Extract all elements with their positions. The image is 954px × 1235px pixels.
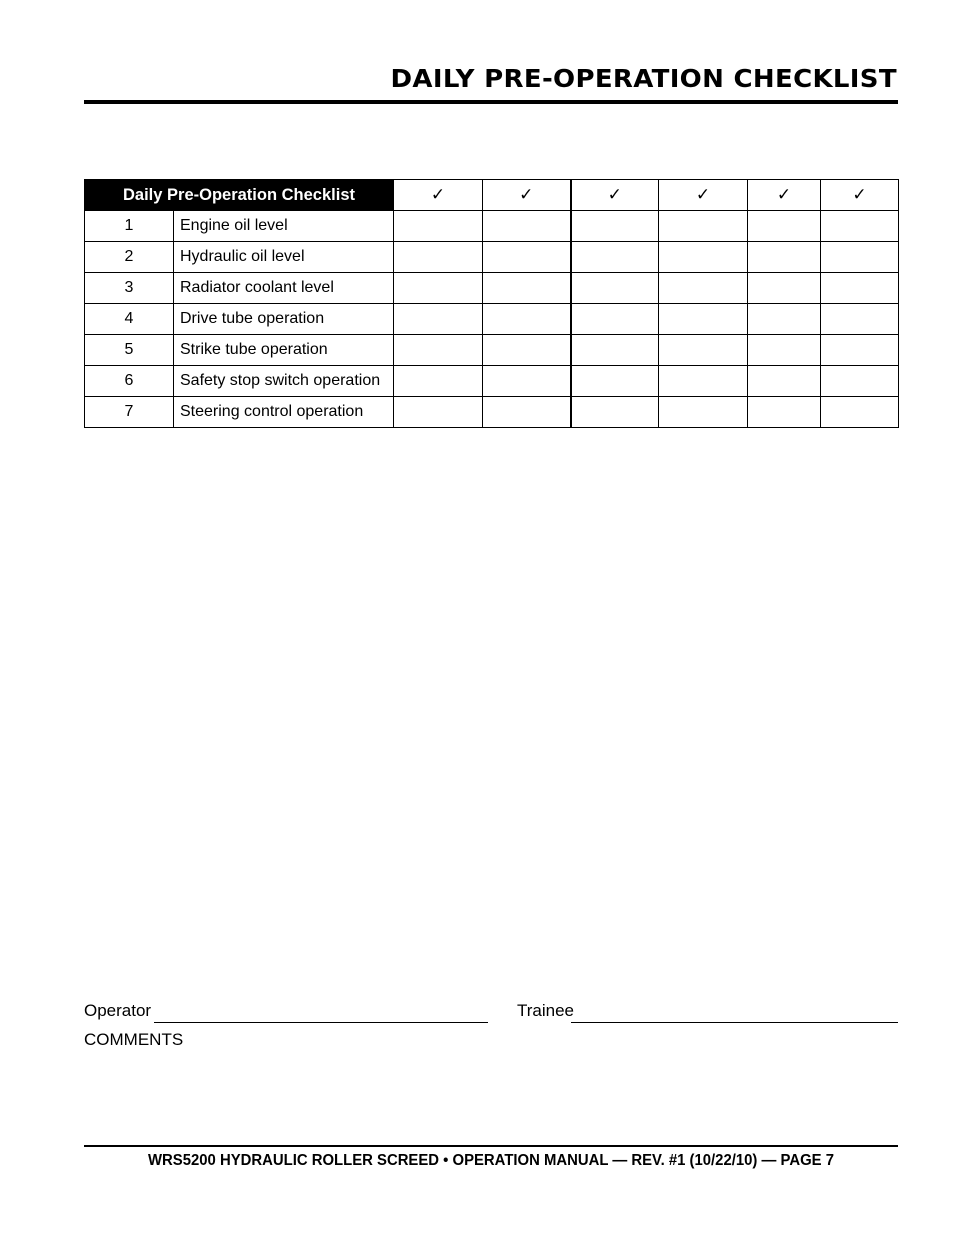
check-cell[interactable] [394, 397, 483, 428]
row-number: 2 [85, 242, 174, 273]
table-row [85, 304, 899, 335]
check-cell[interactable] [394, 273, 483, 304]
check-cell[interactable] [394, 211, 483, 242]
check-cell[interactable] [571, 335, 659, 366]
check-cell[interactable] [394, 366, 483, 397]
checklist-title: Daily Pre-Operation Checklist [85, 180, 394, 211]
table-row [85, 242, 899, 273]
check-cell[interactable] [748, 211, 821, 242]
trainee-label: Trainee [517, 1001, 575, 1020]
table-row [85, 211, 899, 242]
row-number: 4 [85, 304, 174, 335]
row-number: 6 [85, 366, 174, 397]
check-cell[interactable] [571, 304, 659, 335]
check-cell[interactable] [821, 273, 899, 304]
check-cell[interactable] [821, 242, 899, 273]
checklist-table [84, 179, 899, 428]
table-row [85, 335, 899, 366]
check-mark-icon: ✓ [483, 180, 571, 211]
check-cell[interactable] [748, 335, 821, 366]
check-cell[interactable] [659, 242, 748, 273]
check-cell[interactable] [483, 242, 571, 273]
check-cell[interactable] [821, 211, 899, 242]
check-cell[interactable] [821, 366, 899, 397]
check-cell[interactable] [483, 366, 571, 397]
row-item-label: Radiator coolant level [174, 273, 394, 304]
check-cell[interactable] [659, 304, 748, 335]
row-number: 1 [85, 211, 174, 242]
row-item-label: Hydraulic oil level [174, 242, 394, 273]
comments-label: COMMENTS [84, 1030, 184, 1049]
check-cell[interactable] [659, 273, 748, 304]
check-mark-icon: ✓ [821, 180, 899, 211]
table-row [85, 273, 899, 304]
page-footer: WRS5200 HYDRAULIC ROLLER SCREED • OPERATION MANUAL — REV. #1 (10/22/10) — PAGE 7 [148, 1152, 834, 1169]
check-cell[interactable] [748, 273, 821, 304]
page-title: DAILY PRE-OPERATION CHECKLIST [390, 64, 897, 93]
check-cell[interactable] [394, 304, 483, 335]
row-item-label: Safety stop switch operation [174, 366, 394, 397]
check-cell[interactable] [571, 211, 659, 242]
title-rule [84, 100, 898, 104]
row-item-label: Engine oil level [174, 211, 394, 242]
row-number: 5 [85, 335, 174, 366]
row-number: 3 [85, 273, 174, 304]
row-item-label: Strike tube operation [174, 335, 394, 366]
check-cell[interactable] [394, 335, 483, 366]
table-row [85, 366, 899, 397]
check-mark-icon: ✓ [748, 180, 821, 211]
check-mark-icon: ✓ [571, 180, 659, 211]
trainee-signature-line[interactable] [571, 1022, 898, 1023]
row-item-label: Steering control operation [174, 397, 394, 428]
check-mark-icon: ✓ [394, 180, 483, 211]
row-item-label: Drive tube operation [174, 304, 394, 335]
check-mark-icon: ✓ [659, 180, 748, 211]
checklist-header-row [85, 180, 899, 211]
row-number: 7 [85, 397, 174, 428]
check-cell[interactable] [571, 273, 659, 304]
table-row [85, 397, 899, 428]
check-cell[interactable] [571, 397, 659, 428]
check-cell[interactable] [483, 335, 571, 366]
check-cell[interactable] [821, 304, 899, 335]
check-cell[interactable] [483, 397, 571, 428]
check-cell[interactable] [659, 211, 748, 242]
check-cell[interactable] [571, 242, 659, 273]
check-cell[interactable] [394, 242, 483, 273]
operator-signature-line[interactable] [154, 1022, 488, 1023]
check-cell[interactable] [748, 304, 821, 335]
check-cell[interactable] [748, 242, 821, 273]
check-cell[interactable] [748, 366, 821, 397]
check-cell[interactable] [483, 211, 571, 242]
check-cell[interactable] [821, 335, 899, 366]
check-cell[interactable] [659, 397, 748, 428]
check-cell[interactable] [748, 397, 821, 428]
check-cell[interactable] [659, 335, 748, 366]
check-cell[interactable] [659, 366, 748, 397]
check-cell[interactable] [571, 366, 659, 397]
check-cell[interactable] [483, 273, 571, 304]
footer-rule [84, 1145, 898, 1147]
operator-label: Operator [84, 1001, 152, 1020]
check-cell[interactable] [483, 304, 571, 335]
check-cell[interactable] [821, 397, 899, 428]
